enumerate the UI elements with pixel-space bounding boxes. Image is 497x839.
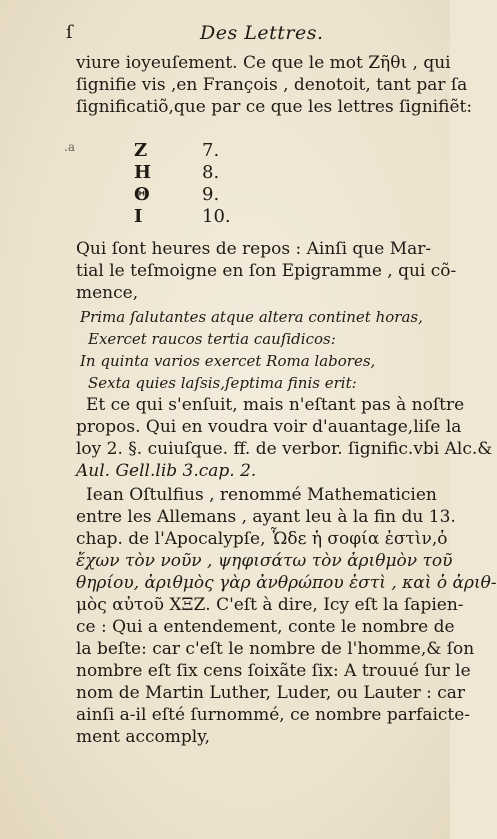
numeral-letter: H	[134, 162, 152, 183]
text-line: ſignifie vis ,en François , denotoit, tant par ſa	[76, 75, 468, 95]
numeral-value: 10.	[202, 206, 231, 227]
numeral-row	[64, 184, 364, 206]
text-line: Iean Oſtulfius , renommé Mathematicien	[86, 485, 437, 505]
text-line: Et ce qui s'enſuit, mais n'eſtant pas à noſtre	[86, 395, 465, 415]
numeral-letter: Θ	[134, 184, 150, 205]
text-line: ainſi a-il eſté ſurnommé, ce nombre parfaicte-	[76, 705, 471, 725]
greek-numeral-table	[64, 140, 364, 228]
epigram-line: Exercet raucos tertia cauſidicos:	[88, 330, 336, 348]
text-line: Aul. Gell.lib 3.cap. 2.	[76, 461, 257, 481]
paragraph-ostulfius	[76, 484, 497, 748]
text-line: ment accomply,	[76, 727, 210, 747]
text-line: loy 2. §. cuiuſque. ff. de verbor. ſignific.vbi Alc.&	[76, 439, 493, 459]
greek-line: θηρίου, ἀριθμὸς γὰρ ἀνθρώπου ἐστὶ , καὶ ὁ ἀριθ-	[76, 573, 497, 593]
text-line: μὸς αὐτοῦ ΧΞΖ. C'eſt à dire, Icy eſt la ſapien-	[76, 595, 464, 615]
row-marker: .a	[64, 140, 75, 154]
numeral-value: 8.	[202, 162, 220, 183]
epigram-line: Prima ſalutantes atque altera continet horas,	[80, 308, 423, 326]
text-line: tial le teſmoigne en ſon Epigramme , qui cõ-	[76, 261, 457, 281]
text-line: mence,	[76, 283, 139, 303]
text-line: nombre eſt ſix cens ſoixãte ſix: A trouué ſur le	[76, 661, 471, 681]
numeral-row	[64, 140, 364, 162]
numeral-row	[64, 162, 364, 184]
numeral-value: 9.	[202, 184, 220, 205]
epigram-quote	[80, 306, 425, 394]
numeral-row	[64, 206, 364, 228]
running-header	[0, 20, 450, 46]
text-line: nom de Martin Luther, Luder, ou Lauter : car	[76, 683, 466, 703]
text-line: viure ioyeuſement. Ce que le mot Ζῆθι , qui	[76, 53, 451, 73]
header-mark: ſ	[66, 22, 73, 43]
text-line: propos. Qui en voudra voir d'auantage,liſe la	[76, 417, 462, 437]
text-line: la beſte: car c'eſt le nombre de l'homme,& ſon	[76, 639, 475, 659]
numeral-letter: Z	[134, 140, 148, 161]
text-line: ce : Qui a entendement, conte le nombre de	[76, 617, 455, 637]
paragraph-reference	[76, 394, 493, 482]
running-title: Des Lettres.	[200, 22, 324, 44]
epigram-line: In quinta varios exercet Roma labores,	[80, 352, 376, 370]
numeral-letter: I	[134, 206, 143, 227]
greek-line: ἔχων τὸν νοῦν , ψηφισάτω τὸν ἀριθμὸν τοῦ	[76, 551, 453, 571]
text-line: Qui ſont heures de repos : Ainſi que Mar-	[76, 239, 432, 259]
paragraph-martial	[76, 238, 457, 304]
text-line: chap. de l'Apocalypſe, Ὧδε ἡ σοφία ἐστὶν,ὁ	[76, 529, 448, 549]
epigram-line: Sexta quies laſsis,ſeptima finis erit:	[88, 374, 357, 392]
intro-text	[76, 52, 473, 118]
numeral-value: 7.	[202, 140, 220, 161]
text-line: entre les Allemans , ayant leu à la fin du 13.	[76, 507, 456, 527]
text-line: ſignificatiõ,que par ce que les lettres ſignifiẽt:	[76, 97, 473, 117]
